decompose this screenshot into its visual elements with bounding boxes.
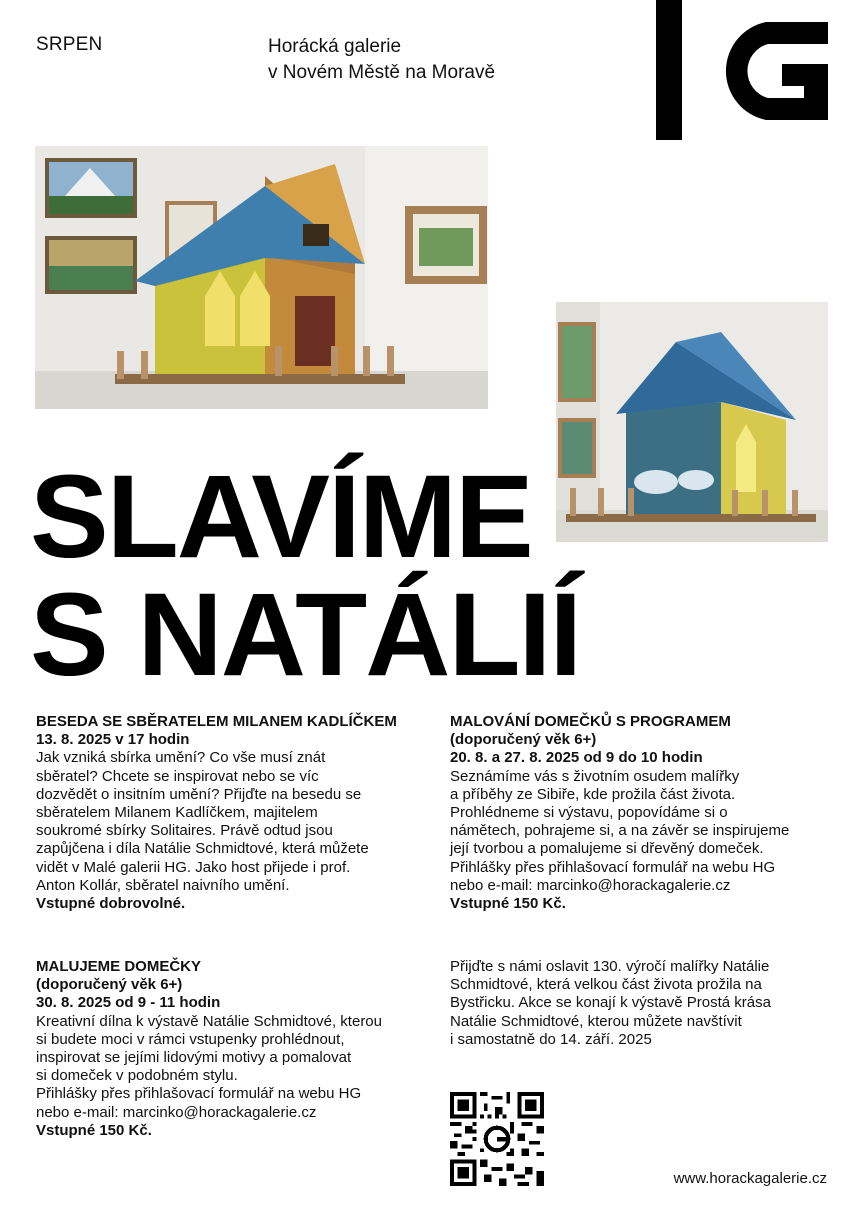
event-text-line: sběratelem Milanem Kadlíčkem, majitelem bbox=[36, 804, 318, 822]
event-text-line: si budete moci v rámci vstupenky prohlédnout, bbox=[36, 1030, 345, 1048]
event-text-line: inspirovat se jejími lidovými motivy a pomalovat bbox=[36, 1049, 352, 1067]
info-line: Schmidtové, která velkou část života prožila na bbox=[450, 976, 762, 994]
headline-line-1: SLAVÍME bbox=[30, 451, 532, 583]
event-date: 30. 8. 2025 od 9 - 11 hodin bbox=[36, 994, 221, 1012]
info-line: Přijďte s námi oslavit 130. výročí malířky Natálie bbox=[450, 958, 770, 975]
event-text-line: Kreativní dílna k výstavě Natálie Schmidtové, kterou bbox=[36, 1012, 382, 1030]
event-text-line: vidět v Malé galerii HG. Jako host přijede i prof. bbox=[36, 858, 351, 876]
event-text-line: Seznámíme vás s životním osudem malířky bbox=[450, 767, 740, 785]
qr-code[interactable] bbox=[450, 1092, 544, 1186]
info-line: Natálie Schmidtové, kterou můžete navštívit bbox=[450, 1012, 742, 1030]
event-title: MALOVÁNÍ DOMEČKŮ S PROGRAMEM bbox=[450, 713, 731, 730]
event-date: 20. 8. a 27. 8. 2025 od 9 do 10 hodin bbox=[450, 749, 703, 767]
org-line-1: Horácká galerie bbox=[268, 36, 402, 57]
info-paragraph bbox=[450, 958, 835, 1049]
event-malujeme bbox=[36, 958, 416, 1140]
event-text-line: její tvorbou a pomalujeme si dřevěný domeček. bbox=[450, 840, 764, 858]
event-fee: Vstupné dobrovolné. bbox=[36, 895, 186, 913]
event-beseda bbox=[36, 713, 416, 913]
event-text-line: a příběhy ze Sibiře, kde prožila část života. bbox=[450, 785, 736, 803]
event-text-line: Jak vzniká sbírka umění? Co vše musí znát bbox=[36, 749, 326, 767]
info-line: i samostatně do 14. září. 2025 bbox=[450, 1030, 652, 1048]
event-text-line: Anton Kollár, sběratel naivního umění. bbox=[36, 876, 290, 894]
event-text-line: zapůjčena i díla Natálie Schmidtové, která můžete bbox=[36, 840, 369, 858]
org-line-2: v Novém Městě na Moravě bbox=[268, 62, 496, 83]
event-text-line: sběratel? Chcete se inspirovat nebo se víc bbox=[36, 767, 319, 785]
event-date: 13. 8. 2025 v 17 hodin bbox=[36, 731, 190, 749]
photo-house-gallery bbox=[35, 146, 488, 409]
headline bbox=[30, 451, 581, 701]
event-fee: Vstupné 150 Kč. bbox=[450, 895, 566, 913]
info-line: Bystřicku. Akce se konají k výstavě Prostá krása bbox=[450, 994, 771, 1012]
event-text-line: Přihlášky přes přihlašovací formulář na webu HG bbox=[36, 1085, 362, 1103]
event-text-line: si domeček v podobném stylu. bbox=[36, 1067, 238, 1085]
event-text-line: Prohlédneme si výstavu, popovídáme si o bbox=[450, 804, 728, 822]
website-link[interactable]: www.horackagalerie.cz bbox=[673, 1170, 827, 1187]
event-text-line: soukromé sbírky Solitaires. Právě odtud jsou bbox=[36, 822, 333, 840]
event-text-line: nebo e-mail: marcinko@horackagalerie.cz bbox=[36, 1103, 317, 1121]
event-title: MALUJEME DOMEČKY bbox=[36, 958, 202, 975]
event-age: (doporučený věk 6+) bbox=[450, 731, 597, 749]
photo-house-side bbox=[556, 302, 828, 542]
month-label: SRPEN bbox=[36, 34, 103, 55]
headline-line-2: S NATÁLIÍ bbox=[30, 569, 581, 701]
event-age: (doporučený věk 6+) bbox=[36, 976, 183, 994]
event-text-line: námětech, pohrajeme si, a na závěr se inspirujeme bbox=[450, 822, 790, 840]
event-text-line: dozvědět o insitním umění? Přijďte na besedu se bbox=[36, 785, 362, 803]
event-malovani bbox=[450, 713, 835, 913]
event-title: BESEDA SE SBĚRATELEM MILANEM KADLÍČKEM bbox=[36, 713, 397, 730]
event-text-line: nebo e-mail: marcinko@horackagalerie.cz bbox=[450, 876, 731, 894]
organization-name bbox=[268, 34, 495, 86]
event-fee: Vstupné 150 Kč. bbox=[36, 1121, 152, 1139]
hg-logo bbox=[656, 0, 828, 140]
event-text-line: Přihlášky přes přihlašovací formulář na webu HG bbox=[450, 858, 776, 876]
